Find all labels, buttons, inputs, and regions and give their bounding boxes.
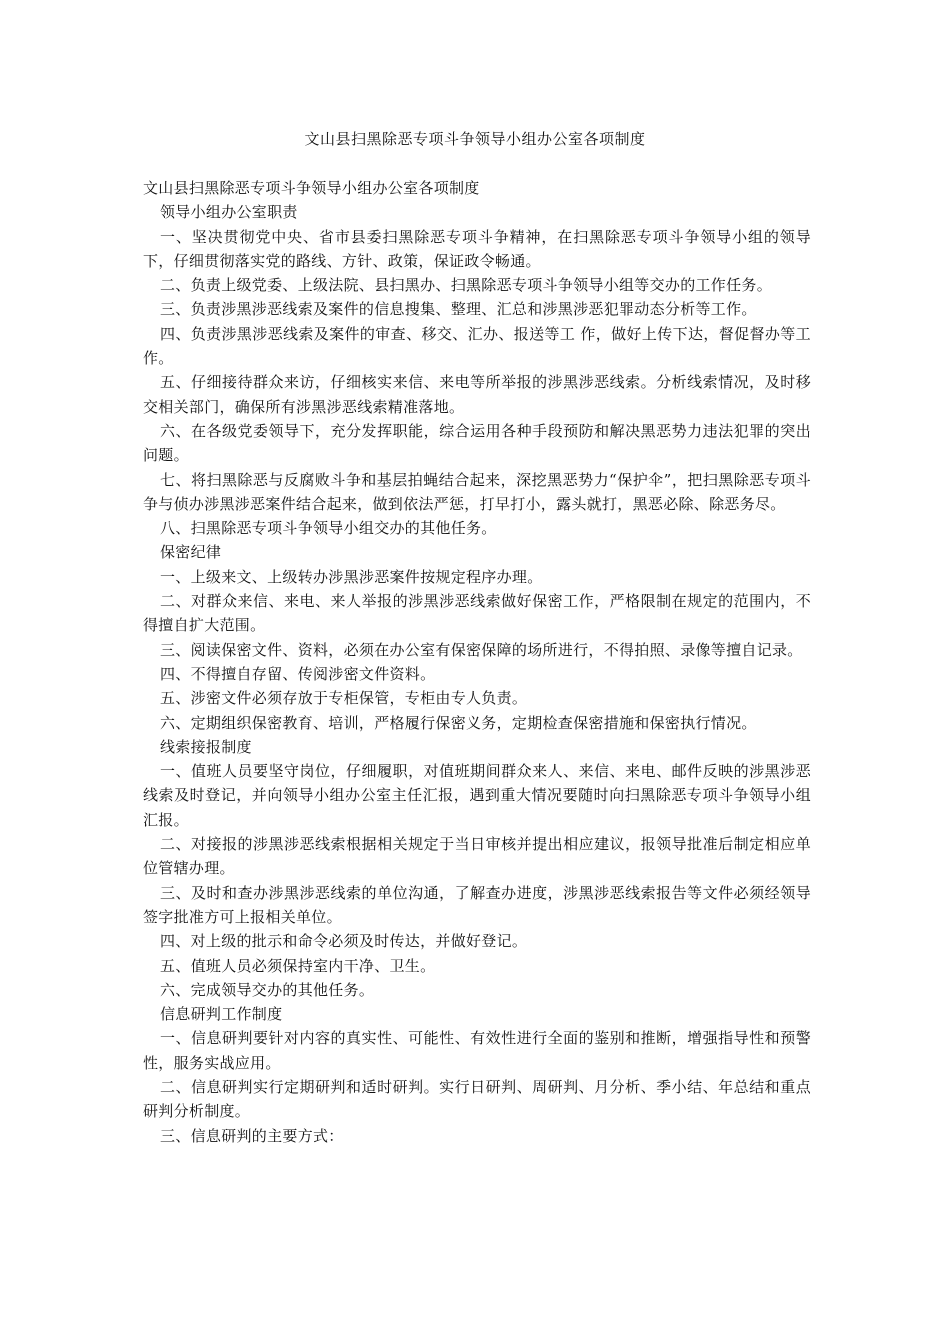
document-body	[143, 176, 811, 1148]
paragraph: 四、对上级的批示和命令必须及时传达，并做好登记。	[160, 932, 528, 951]
paragraph: 五、值班人员必须保持室内干净、卫生。	[160, 956, 436, 975]
paragraph: 三、阅读保密文件、资料，必须在办公室有保密保障的场所进行，不得拍照、录像等擅自记录。	[160, 640, 803, 659]
paragraph: 二、信息研判实行定期研判和适时研判。实行日研判、周研判、月分析、季小结、年总结和重点研判分析制度。	[143, 1077, 811, 1121]
paragraph: 二、对群众来信、来电、来人举报的涉黑涉恶线索做好保密工作，严格限制在规定的范围内，不得擅自扩大范围。	[143, 592, 811, 635]
paragraph: 五、涉密文件必须存放于专柜保管，专柜由专人负责。	[160, 689, 528, 708]
paragraph: 七、将扫黑除恶与反腐败斗争和基层拍蝇结合起来，深挖黑恶势力“保护伞”，把扫黑除恶专项斗争与侦办涉黑涉恶案件结合起来，做到依法严惩，打早打小，露头就打，黑恶必除、除恶务尽。	[143, 470, 811, 513]
section-heading: 领导小组办公室职责	[160, 203, 298, 222]
paragraph: 四、负责涉黑涉恶线索及案件的审查、移交、汇办、报送等工 作，做好上传下达，督促督办等工作。	[143, 324, 811, 368]
section-heading: 信息研判工作制度	[160, 1005, 283, 1024]
paragraph: 四、不得擅自存留、传阅涉密文件资料。	[160, 664, 436, 683]
paragraph: 六、在各级党委领导下，充分发挥职能，综合运用各种手段预防和解决黑恶势力违法犯罪的突出问题。	[143, 421, 811, 465]
paragraph: 二、对接报的涉黑涉恶线索根据相关规定于当日审核并提出相应建议，报领导批准后制定相应单位管辖办理。	[143, 835, 811, 878]
paragraph: 五、仔细接待群众来访，仔细核实来信、来电等所举报的涉黑涉恶线索。分析线索情况，及时移交相关部门，确保所有涉黑涉恶线索精准落地。	[143, 373, 811, 416]
paragraph: 三、及时和查办涉黑涉恶线索的单位沟通，了解查办进度，涉黑涉恶线索报告等文件必须经领导签字批准方可上报相关单位。	[143, 883, 811, 926]
paragraph: 一、上级来文、上级转办涉黑涉恶案件按规定程序办理。	[160, 567, 543, 586]
section-heading: 线索接报制度	[160, 737, 252, 756]
paragraph: 一、值班人员要坚守岗位，仔细履职，对值班期间群众来人、来信、来电、邮件反映的涉黑涉恶线索及时登记，并向领导小组办公室主任汇报，遇到重大情况要随时向扫黑除恶专项斗争领导小组汇报。	[143, 762, 811, 829]
section-heading: 保密纪律	[160, 543, 222, 562]
paragraph: 二、负责上级党委、上级法院、县扫黑办、扫黑除恶专项斗争领导小组等交办的工作任务。	[160, 276, 773, 295]
paragraph: 八、扫黑除恶专项斗争领导小组交办的其他任务。	[160, 519, 497, 538]
body-heading: 文山县扫黑除恶专项斗争领导小组办公室各项制度	[143, 179, 480, 197]
paragraph: 三、负责涉黑涉恶线索及案件的信息搜集、整理、汇总和涉黑涉恶犯罪动态分析等工作。	[160, 300, 757, 319]
paragraph: 一、坚决贯彻党中央、省市县委扫黑除恶专项斗争精神，在扫黑除恶专项斗争领导小组的领导下，仔细贯彻落实党的路线、方针、政策，保证政令畅通。	[143, 227, 811, 270]
paragraph: 六、完成领导交办的其他任务。	[160, 980, 375, 999]
paragraph: 六、定期组织保密教育、培训，严格履行保密义务，定期检查保密措施和保密执行情况。	[160, 713, 757, 732]
paragraph: 三、信息研判的主要方式：	[160, 1126, 344, 1145]
paragraph: 一、信息研判要针对内容的真实性、可能性、有效性进行全面的鉴别和推断，增强指导性和预警性，服务实战应用。	[143, 1029, 811, 1072]
page-title: 文山县扫黑除恶专项斗争领导小组办公室各项制度	[304, 130, 646, 148]
